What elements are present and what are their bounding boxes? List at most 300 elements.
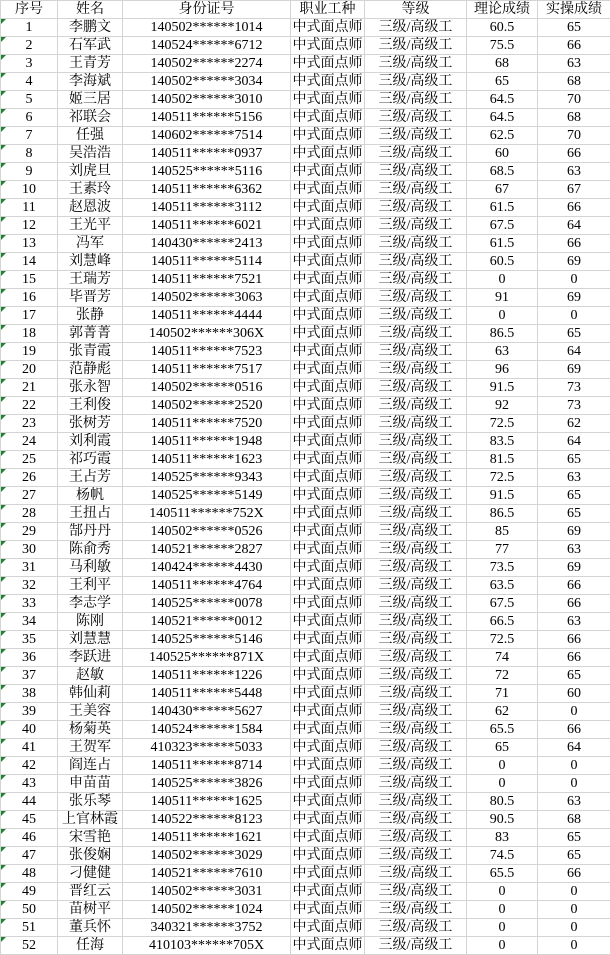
cell-theory[interactable]: 62.5 [467,127,538,145]
cell-index[interactable]: 4 [1,73,58,91]
cell-occupation[interactable]: 中式面点师 [292,20,363,35]
cell-occupation[interactable]: 中式面点师 [292,722,363,737]
cell-index[interactable]: 11 [1,199,58,217]
cell-practical[interactable]: 68 [538,73,610,91]
cell-occupation[interactable]: 中式面点师 [292,344,363,359]
cell-name[interactable]: 李跃进 [58,649,123,667]
cell-occupation[interactable]: 中式面点师 [292,128,363,143]
cell-index[interactable]: 8 [1,145,58,163]
cell-occupation[interactable]: 中式面点师 [292,272,363,287]
cell-practical[interactable]: 63 [538,55,610,73]
cell-level[interactable]: 三级/高级工 [365,847,467,865]
cell-level[interactable]: 三级/高级工 [365,73,467,91]
cell-theory[interactable]: 0 [467,901,538,919]
cell-name[interactable]: 董兵怀 [58,919,123,937]
cell-theory[interactable]: 0 [467,271,538,289]
cell-theory[interactable]: 0 [467,307,538,325]
cell-practical[interactable]: 62 [538,415,610,433]
cell-practical[interactable]: 69 [538,253,610,271]
cell-theory[interactable]: 91 [467,289,538,307]
cell-occupation[interactable]: 中式面点师 [292,200,363,215]
cell-id[interactable]: 140521******0012 [123,613,291,631]
cell-name[interactable]: 王青芳 [58,55,123,73]
cell-id[interactable]: 140511******6021 [123,217,291,235]
cell-index[interactable]: 36 [1,649,58,667]
column-header-occupation[interactable]: 职业工种 [291,1,365,19]
cell-level[interactable]: 三级/高级工 [365,541,467,559]
cell-id[interactable]: 140511******1623 [123,451,291,469]
cell-index[interactable]: 32 [1,577,58,595]
column-header-id[interactable]: 身份证号 [123,1,291,19]
cell-theory[interactable]: 68.5 [467,163,538,181]
cell-practical[interactable]: 66 [538,37,610,55]
cell-id[interactable]: 140502******3034 [123,73,291,91]
cell-level[interactable]: 三级/高级工 [365,433,467,451]
cell-name[interactable]: 刘虎旦 [58,163,123,181]
cell-index[interactable]: 30 [1,541,58,559]
column-header-level[interactable]: 等级 [365,1,467,19]
cell-name[interactable]: 刘慧慧 [58,631,123,649]
cell-name[interactable]: 上官林霞 [58,811,123,829]
cell-index[interactable]: 42 [1,757,58,775]
cell-level[interactable]: 三级/高级工 [365,883,467,901]
cell-name[interactable]: 吴浩浩 [58,145,123,163]
cell-level[interactable]: 三级/高级工 [365,343,467,361]
cell-name[interactable]: 刘利霞 [58,433,123,451]
cell-id[interactable]: 140424******4430 [123,559,291,577]
cell-level[interactable]: 三级/高级工 [365,505,467,523]
cell-practical[interactable]: 65 [538,847,610,865]
cell-level[interactable]: 三级/高级工 [365,271,467,289]
cell-practical[interactable]: 65 [538,505,610,523]
cell-id[interactable]: 140511******0937 [123,145,291,163]
cell-name[interactable]: 苗树平 [58,901,123,919]
cell-name[interactable]: 郭菁菁 [58,325,123,343]
cell-occupation[interactable]: 中式面点师 [292,866,363,881]
cell-level[interactable]: 三级/高级工 [365,721,467,739]
cell-level[interactable]: 三级/高级工 [365,667,467,685]
cell-practical[interactable]: 73 [538,379,610,397]
cell-index[interactable]: 43 [1,775,58,793]
cell-level[interactable]: 三级/高级工 [365,901,467,919]
cell-level[interactable]: 三级/高级工 [365,685,467,703]
cell-theory[interactable]: 64.5 [467,91,538,109]
cell-theory[interactable]: 92 [467,397,538,415]
cell-occupation[interactable]: 中式面点师 [292,452,363,467]
cell-level[interactable]: 三级/高级工 [365,811,467,829]
cell-id[interactable]: 140502******2274 [123,55,291,73]
cell-practical[interactable]: 65 [538,19,610,37]
cell-index[interactable]: 14 [1,253,58,271]
cell-practical[interactable]: 70 [538,127,610,145]
cell-theory[interactable]: 72.5 [467,631,538,649]
cell-id[interactable]: 140521******2827 [123,541,291,559]
cell-occupation[interactable]: 中式面点师 [292,668,363,683]
cell-theory[interactable]: 66.5 [467,613,538,631]
cell-practical[interactable]: 0 [538,703,610,721]
cell-name[interactable]: 李海斌 [58,73,123,91]
cell-practical[interactable]: 66 [538,631,610,649]
cell-index[interactable]: 45 [1,811,58,829]
cell-name[interactable]: 张青霞 [58,343,123,361]
cell-level[interactable]: 三级/高级工 [365,379,467,397]
cell-index[interactable]: 20 [1,361,58,379]
cell-occupation[interactable]: 中式面点师 [292,776,363,791]
cell-index[interactable]: 17 [1,307,58,325]
cell-occupation[interactable]: 中式面点师 [292,416,363,431]
cell-theory[interactable]: 91.5 [467,379,538,397]
cell-index[interactable]: 22 [1,397,58,415]
cell-level[interactable]: 三级/高级工 [365,55,467,73]
cell-practical[interactable]: 66 [538,649,610,667]
cell-id[interactable]: 140511******8714 [123,757,291,775]
cell-name[interactable]: 张乐琴 [58,793,123,811]
cell-level[interactable]: 三级/高级工 [365,865,467,883]
cell-id[interactable]: 340321******3752 [123,919,291,937]
cell-level[interactable]: 三级/高级工 [365,361,467,379]
cell-index[interactable]: 46 [1,829,58,847]
cell-id[interactable]: 140511******1625 [123,793,291,811]
cell-index[interactable]: 23 [1,415,58,433]
cell-name[interactable]: 王瑞芳 [58,271,123,289]
cell-name[interactable]: 杨菊英 [58,721,123,739]
cell-practical[interactable]: 0 [538,757,610,775]
cell-practical[interactable]: 65 [538,325,610,343]
cell-index[interactable]: 47 [1,847,58,865]
cell-name[interactable]: 张永智 [58,379,123,397]
cell-practical[interactable]: 60 [538,685,610,703]
cell-level[interactable]: 三级/高级工 [365,181,467,199]
cell-index[interactable]: 10 [1,181,58,199]
cell-practical[interactable]: 63 [538,541,610,559]
cell-level[interactable]: 三级/高级工 [365,613,467,631]
cell-practical[interactable]: 63 [538,793,610,811]
cell-theory[interactable]: 63 [467,343,538,361]
cell-name[interactable]: 姬三居 [58,91,123,109]
cell-level[interactable]: 三级/高级工 [365,163,467,181]
cell-practical[interactable]: 0 [538,937,610,955]
cell-name[interactable]: 马利敏 [58,559,123,577]
cell-name[interactable]: 陈刚 [58,613,123,631]
cell-practical[interactable]: 69 [538,361,610,379]
cell-occupation[interactable]: 中式面点师 [292,146,363,161]
cell-name[interactable]: 李志学 [58,595,123,613]
cell-theory[interactable]: 72.5 [467,469,538,487]
cell-id[interactable]: 140502******3031 [123,883,291,901]
cell-id[interactable]: 140525******3826 [123,775,291,793]
cell-practical[interactable]: 0 [538,307,610,325]
cell-id[interactable]: 140502******0526 [123,523,291,541]
cell-theory[interactable]: 74.5 [467,847,538,865]
cell-practical[interactable]: 65 [538,829,610,847]
cell-level[interactable]: 三级/高级工 [365,19,467,37]
cell-level[interactable]: 三级/高级工 [365,739,467,757]
cell-occupation[interactable]: 中式面点师 [292,326,363,341]
cell-level[interactable]: 三级/高级工 [365,595,467,613]
cell-index[interactable]: 5 [1,91,58,109]
cell-practical[interactable]: 66 [538,145,610,163]
cell-name[interactable]: 阎连占 [58,757,123,775]
cell-name[interactable]: 王扭占 [58,505,123,523]
cell-id[interactable]: 140525******5149 [123,487,291,505]
cell-occupation[interactable]: 中式面点师 [292,884,363,899]
cell-name[interactable]: 陈俞秀 [58,541,123,559]
cell-index[interactable]: 49 [1,883,58,901]
cell-index[interactable]: 6 [1,109,58,127]
cell-id[interactable]: 140511******4444 [123,307,291,325]
cell-occupation[interactable]: 中式面点师 [292,74,363,89]
cell-id[interactable]: 140511******1621 [123,829,291,847]
cell-index[interactable]: 16 [1,289,58,307]
cell-index[interactable]: 26 [1,469,58,487]
cell-id[interactable]: 140430******2413 [123,235,291,253]
cell-occupation[interactable]: 中式面点师 [292,110,363,125]
cell-practical[interactable]: 64 [538,739,610,757]
cell-id[interactable]: 140525******0078 [123,595,291,613]
cell-level[interactable]: 三级/高级工 [365,451,467,469]
cell-theory[interactable]: 86.5 [467,505,538,523]
cell-practical[interactable]: 0 [538,883,610,901]
cell-theory[interactable]: 71 [467,685,538,703]
cell-id[interactable]: 140511******7523 [123,343,291,361]
cell-name[interactable]: 任海 [58,937,123,955]
cell-id[interactable]: 140524******1584 [123,721,291,739]
cell-name[interactable]: 王美容 [58,703,123,721]
cell-name[interactable]: 王利平 [58,577,123,595]
cell-occupation[interactable]: 中式面点师 [292,812,363,827]
cell-name[interactable]: 冯军 [58,235,123,253]
cell-index[interactable]: 15 [1,271,58,289]
cell-occupation[interactable]: 中式面点师 [292,56,363,71]
cell-theory[interactable]: 77 [467,541,538,559]
cell-index[interactable]: 12 [1,217,58,235]
cell-level[interactable]: 三级/高级工 [365,775,467,793]
cell-index[interactable]: 31 [1,559,58,577]
cell-level[interactable]: 三级/高级工 [365,649,467,667]
cell-occupation[interactable]: 中式面点师 [292,38,363,53]
cell-level[interactable]: 三级/高级工 [365,91,467,109]
cell-occupation[interactable]: 中式面点师 [292,164,363,179]
cell-level[interactable]: 三级/高级工 [365,307,467,325]
cell-index[interactable]: 34 [1,613,58,631]
cell-index[interactable]: 38 [1,685,58,703]
cell-name[interactable]: 祁巧霞 [58,451,123,469]
cell-id[interactable]: 140525******5116 [123,163,291,181]
cell-id[interactable]: 140511******5114 [123,253,291,271]
cell-occupation[interactable]: 中式面点师 [292,362,363,377]
cell-practical[interactable]: 66 [538,595,610,613]
cell-id[interactable]: 140502******3029 [123,847,291,865]
cell-level[interactable]: 三级/高级工 [365,37,467,55]
cell-id[interactable]: 140525******5146 [123,631,291,649]
cell-occupation[interactable]: 中式面点师 [292,686,363,701]
cell-practical[interactable]: 73 [538,397,610,415]
cell-practical[interactable]: 63 [538,613,610,631]
cell-theory[interactable]: 74 [467,649,538,667]
cell-practical[interactable]: 69 [538,523,610,541]
cell-theory[interactable]: 67.5 [467,595,538,613]
cell-theory[interactable]: 60.5 [467,253,538,271]
cell-level[interactable]: 三级/高级工 [365,145,467,163]
cell-index[interactable]: 19 [1,343,58,361]
cell-name[interactable]: 晋红云 [58,883,123,901]
cell-occupation[interactable]: 中式面点师 [292,938,363,953]
cell-name[interactable]: 赵恩波 [58,199,123,217]
cell-practical[interactable]: 68 [538,811,610,829]
cell-name[interactable]: 李鹏文 [58,19,123,37]
cell-theory[interactable]: 85 [467,523,538,541]
cell-theory[interactable]: 67.5 [467,217,538,235]
cell-practical[interactable]: 64 [538,217,610,235]
cell-id[interactable]: 140525******9343 [123,469,291,487]
cell-id[interactable]: 140430******5627 [123,703,291,721]
column-header-practical[interactable]: 实操成绩 [538,1,610,19]
cell-index[interactable]: 18 [1,325,58,343]
cell-level[interactable]: 三级/高级工 [365,523,467,541]
cell-name[interactable]: 郜丹丹 [58,523,123,541]
cell-index[interactable]: 9 [1,163,58,181]
cell-id[interactable]: 410103******705X [123,937,291,955]
cell-level[interactable]: 三级/高级工 [365,703,467,721]
cell-practical[interactable]: 64 [538,343,610,361]
cell-theory[interactable]: 80.5 [467,793,538,811]
cell-index[interactable]: 50 [1,901,58,919]
cell-id[interactable]: 140502******3010 [123,91,291,109]
cell-practical[interactable]: 65 [538,667,610,685]
cell-name[interactable]: 韩仙莉 [58,685,123,703]
cell-practical[interactable]: 0 [538,901,610,919]
column-header-index[interactable]: 序号 [1,1,58,19]
cell-index[interactable]: 51 [1,919,58,937]
cell-theory[interactable]: 90.5 [467,811,538,829]
cell-practical[interactable]: 66 [538,199,610,217]
cell-practical[interactable]: 69 [538,289,610,307]
cell-index[interactable]: 44 [1,793,58,811]
cell-occupation[interactable]: 中式面点师 [292,758,363,773]
cell-id[interactable]: 140521******7610 [123,865,291,883]
cell-theory[interactable]: 65 [467,73,538,91]
cell-theory[interactable]: 72.5 [467,415,538,433]
cell-name[interactable]: 王素玲 [58,181,123,199]
cell-occupation[interactable]: 中式面点师 [292,254,363,269]
cell-name[interactable]: 张俊娴 [58,847,123,865]
cell-theory[interactable]: 0 [467,757,538,775]
cell-theory[interactable]: 60.5 [467,19,538,37]
cell-practical[interactable]: 66 [538,865,610,883]
cell-id[interactable]: 140511******7521 [123,271,291,289]
cell-level[interactable]: 三级/高级工 [365,415,467,433]
cell-practical[interactable]: 69 [538,559,610,577]
cell-occupation[interactable]: 中式面点师 [292,920,363,935]
cell-name[interactable]: 祁联会 [58,109,123,127]
column-header-theory[interactable]: 理论成绩 [467,1,538,19]
cell-level[interactable]: 三级/高级工 [365,577,467,595]
cell-practical[interactable]: 66 [538,577,610,595]
cell-id[interactable]: 140511******7520 [123,415,291,433]
cell-practical[interactable]: 0 [538,775,610,793]
cell-name[interactable]: 赵敏 [58,667,123,685]
cell-id[interactable]: 140511******7517 [123,361,291,379]
cell-practical[interactable]: 67 [538,181,610,199]
cell-id[interactable]: 140511******1226 [123,667,291,685]
cell-index[interactable]: 40 [1,721,58,739]
cell-name[interactable]: 王光平 [58,217,123,235]
cell-name[interactable]: 王占芳 [58,469,123,487]
cell-name[interactable]: 石军武 [58,37,123,55]
cell-level[interactable]: 三级/高级工 [365,289,467,307]
cell-practical[interactable]: 65 [538,451,610,469]
cell-id[interactable]: 140511******4764 [123,577,291,595]
cell-id[interactable]: 140511******3112 [123,199,291,217]
cell-id[interactable]: 140502******0516 [123,379,291,397]
cell-level[interactable]: 三级/高级工 [365,487,467,505]
cell-level[interactable]: 三级/高级工 [365,397,467,415]
cell-name[interactable]: 申苗苗 [58,775,123,793]
cell-practical[interactable]: 70 [538,91,610,109]
cell-level[interactable]: 三级/高级工 [365,235,467,253]
cell-theory[interactable]: 63.5 [467,577,538,595]
cell-occupation[interactable]: 中式面点师 [292,578,363,593]
cell-theory[interactable]: 0 [467,883,538,901]
cell-id[interactable]: 140522******8123 [123,811,291,829]
cell-level[interactable]: 三级/高级工 [365,127,467,145]
cell-index[interactable]: 24 [1,433,58,451]
cell-id[interactable]: 140524******6712 [123,37,291,55]
cell-level[interactable]: 三级/高级工 [365,325,467,343]
cell-theory[interactable]: 83 [467,829,538,847]
cell-level[interactable]: 三级/高级工 [365,199,467,217]
cell-theory[interactable]: 73.5 [467,559,538,577]
cell-index[interactable]: 39 [1,703,58,721]
cell-index[interactable]: 35 [1,631,58,649]
cell-name[interactable]: 宋雪艳 [58,829,123,847]
cell-theory[interactable]: 67 [467,181,538,199]
cell-index[interactable]: 21 [1,379,58,397]
cell-level[interactable]: 三级/高级工 [365,253,467,271]
cell-level[interactable]: 三级/高级工 [365,829,467,847]
cell-occupation[interactable]: 中式面点师 [292,218,363,233]
cell-id[interactable]: 140511******5156 [123,109,291,127]
cell-name[interactable]: 张静 [58,307,123,325]
cell-practical[interactable]: 64 [538,433,610,451]
cell-occupation[interactable]: 中式面点师 [292,380,363,395]
cell-occupation[interactable]: 中式面点师 [292,434,363,449]
cell-id[interactable]: 140511******5448 [123,685,291,703]
cell-theory[interactable]: 83.5 [467,433,538,451]
cell-level[interactable]: 三级/高级工 [365,109,467,127]
cell-id[interactable]: 410323******5033 [123,739,291,757]
cell-occupation[interactable]: 中式面点师 [292,524,363,539]
cell-index[interactable]: 52 [1,937,58,955]
cell-theory[interactable]: 0 [467,775,538,793]
cell-occupation[interactable]: 中式面点师 [292,650,363,665]
cell-index[interactable]: 2 [1,37,58,55]
cell-practical[interactable]: 63 [538,469,610,487]
cell-name[interactable]: 王利俊 [58,397,123,415]
cell-level[interactable]: 三级/高级工 [365,631,467,649]
cell-id[interactable]: 140502******306X [123,325,291,343]
cell-id[interactable]: 140502******1024 [123,901,291,919]
cell-theory[interactable]: 75.5 [467,37,538,55]
cell-occupation[interactable]: 中式面点师 [292,506,363,521]
cell-theory[interactable]: 61.5 [467,199,538,217]
cell-occupation[interactable]: 中式面点师 [292,182,363,197]
cell-level[interactable]: 三级/高级工 [365,559,467,577]
cell-occupation[interactable]: 中式面点师 [292,794,363,809]
cell-occupation[interactable]: 中式面点师 [292,632,363,647]
cell-theory[interactable]: 65.5 [467,721,538,739]
cell-occupation[interactable]: 中式面点师 [292,830,363,845]
